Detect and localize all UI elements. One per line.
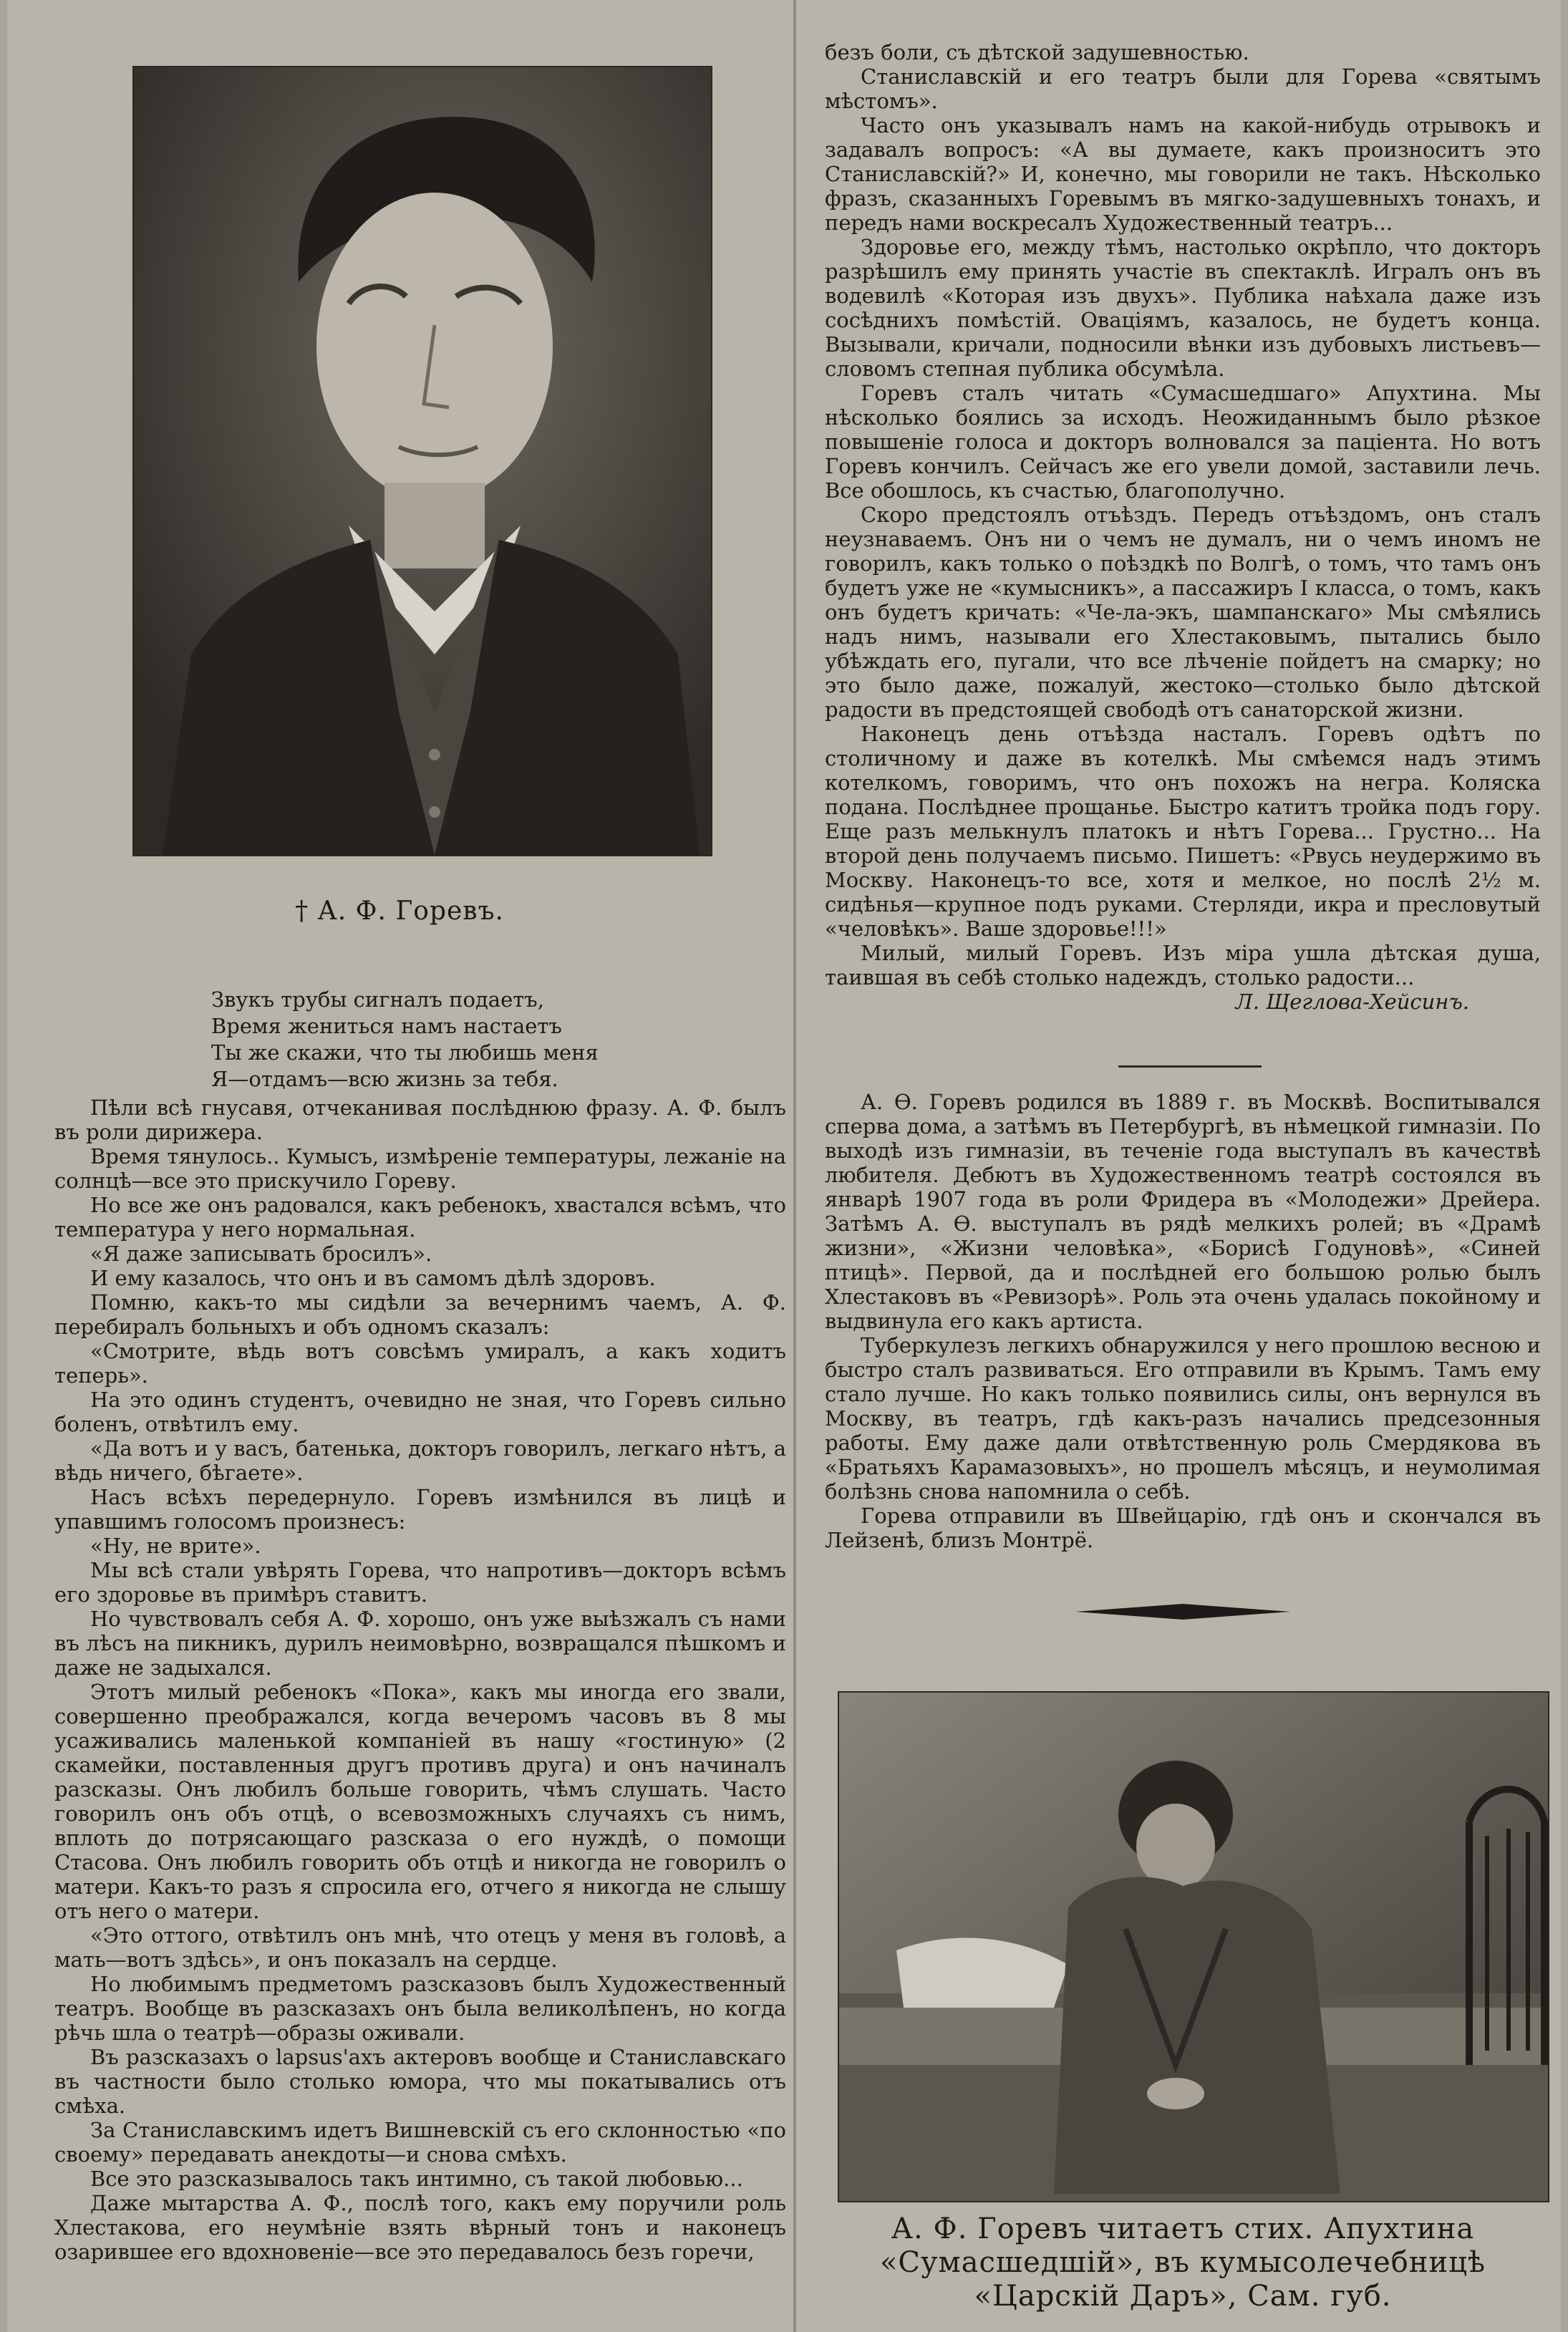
paragraph: Въ разсказахъ о lapsus'ахъ актеровъ вообще и Станиславскаго въ частности было столько юмора, что мы покатывались отъ смѣха. (54, 2045, 786, 2118)
paragraph: Скоро предстоялъ отъѣздъ. Передъ отъѣздомъ, онъ сталъ неузнаваемъ. Онъ ни о чемъ не думалъ, ни о чемъ иномъ не говорилъ, какъ только о поѣздкѣ по Волгѣ, о томъ, что тамъ онъ будетъ уже не «кумысникъ», а пассажиръ I класса, о томъ, какъ онъ будетъ кричать: «Че-ла-экъ, шампанскаго» Мы смѣялись надъ нимъ, называли его Хлестаковымъ, пытались было убѣждать его, пугали, что все лѣченіе пойдетъ на смарку; но это было даже, пожалуй, жестоко—столько было дѣтской радости въ предстоящей свободѣ отъ санаторской жизни. (825, 503, 1541, 722)
separator-rule (1118, 1065, 1262, 1068)
paragraph: И ему казалось, что онъ и въ самомъ дѣлѣ здоровъ. (90, 1266, 656, 1290)
paragraph: «Это оттого, отвѣтилъ онъ мнѣ, что отецъ у меня въ головѣ, а мать—вотъ здѣсь», и онъ показалъ на сердце. (54, 1923, 786, 1972)
paragraph: Все это разсказывалось такъ интимно, съ такой любовью... (90, 2167, 743, 2191)
paragraph: Милый, милый Горевъ. Изъ міра ушла дѣтская душа, таившая въ себѣ столько надеждъ, столько радости... (825, 941, 1541, 990)
left-article-text (54, 1095, 786, 2264)
paragraph: Но чувствовалъ себя А. Ф. хорошо, онъ уже выѣзжалъ съ нами въ лѣсъ на пикникъ, дурилъ неимовѣрно, возвращался пѣшкомъ и даже не задыхался. (54, 1607, 786, 1680)
paragraph: безъ боли, съ дѣтской задушевностью. (825, 40, 1249, 64)
paragraph: Даже мытарства А. Ф., послѣ того, какъ ему поручили роль Хлестакова, его неумѣніе взять вѣрный тонъ и наконецъ озарившее его вдохновеніе—все это передавалось безъ горечи, (54, 2191, 786, 2264)
paragraph: За Станиславскимъ идетъ Вишневскій съ его склонностью «по своему» передавать анекдоты—и снова смѣхъ. (54, 2118, 786, 2167)
paragraph: Здоровье его, между тѣмъ, настолько окрѣпло, что докторъ разрѣшилъ ему принять участіе въ спектаклѣ. Игралъ онъ въ водевилѣ «Которая изъ двухъ». Публика наѣхала даже изъ сосѣднихъ помѣстій. Оваціямъ, казалось, не будетъ конца. Вызывали, кричали, подносили вѣнки изъ дубовыхъ листьевъ—словомъ степная публика обсумѣла. (825, 235, 1541, 381)
author-signature: Л. Щеглова-Хейсинъ. (1235, 990, 1469, 1014)
paragraph: На это одинъ студентъ, очевидно не зная, что Горевъ сильно боленъ, отвѣтилъ ему. (54, 1388, 786, 1436)
paragraph: Время тянулось.. Кумысъ, измѣреніе температуры, лежаніе на солнцѣ—все это прискучило Гореву. (54, 1144, 786, 1193)
paragraph: Наконецъ день отъѣзда насталъ. Горевъ одѣтъ по столичному и даже въ котелкѣ. Мы смѣемся надъ этимъ котелкомъ, говоримъ, что онъ похожъ на негра. Коляска подана. Послѣднее прощанье. Быстро катитъ тройка подъ гору. Еще разъ мелькнулъ платокъ и нѣтъ Горева... Грустно... На второй день получаемъ письмо. Пишетъ: «Рвусь неудержимо въ Москву. Наконецъ-то все, хотя и мелкое, но послѣ 2½ м. сидѣнья—крупное подъ руками. Стерляди, икра и пресловутый «человѣкъ». Ваше здоровье!!!» (825, 722, 1541, 941)
poem (211, 987, 599, 1093)
column-divider (793, 0, 796, 2332)
portrait-photo (132, 66, 712, 856)
ornament-divider (1075, 1601, 1290, 1622)
biography-text (825, 1090, 1541, 1552)
paragraph: Но все же онъ радовался, какъ ребенокъ, хвастался всѣмъ, что температура у него нормальная. (54, 1193, 786, 1242)
paragraph: Туберкулезъ легкихъ обнаружился у него прошлою весною и быстро сталъ развиваться. Его отправили въ Крымъ. Тамъ ему стало лучше. Но какъ только появились силы, онъ вернулся въ Москву, въ театръ, гдѣ какъ-разъ начались предсезонныя работы. Ему даже дали отвѣтственную роль Смердякова въ «Братьяхъ Карамазовыхъ», но прошелъ мѣсяцъ, и неумолимая болѣзнь снова напомнила о себѣ. (825, 1333, 1541, 1504)
poem-line: Время жениться намъ настаетъ (211, 1014, 562, 1038)
paragraph: Пѣли всѣ гнусавя, отчеканивая послѣднюю фразу. А. Ф. былъ въ роли дирижера. (54, 1095, 786, 1144)
paragraph: «Смотрите, вѣдь вотъ совсѣмъ умиралъ, а какъ ходитъ теперь». (54, 1339, 786, 1388)
paragraph: Помню, какъ-то мы сидѣли за вечернимъ чаемъ, А. Ф. перебиралъ больныхъ и объ одномъ сказалъ: (54, 1290, 786, 1339)
paragraph: Мы всѣ стали увѣрять Горева, что напротивъ—докторъ всѣмъ его здоровье въ примѣръ ставитъ. (54, 1558, 786, 1607)
paragraph: А. Ө. Горевъ родился въ 1889 г. въ Москвѣ. Воспитывался сперва дома, а затѣмъ въ Петербургѣ, въ нѣмецкой гимназіи. По выходѣ изъ гимназіи, въ теченіе года выступалъ въ качествѣ любителя. Дебютъ въ Художественномъ театрѣ состоялся въ январѣ 1907 года въ роли Фридера въ «Молодежи» Дрейера. Затѣмъ А. Ө. выступалъ въ рядѣ мелкихъ ролей; въ «Драмѣ жизни», «Жизни человѣка», «Борисѣ Годуновѣ», «Синей птицѣ». Первой, да и послѣдней его большою ролью былъ Хлестаковъ въ «Ревизорѣ». Роль эта очень удалась покойному и выдвинула его какъ артиста. (825, 1090, 1541, 1333)
paragraph: Станиславскій и его театръ были для Горева «святымъ мѣстомъ». (825, 64, 1541, 113)
paragraph: Часто онъ указывалъ намъ на какой-нибудь отрывокъ и задавалъ вопросъ: «А вы думаете, какъ произноситъ это Станиславскій?» И, конечно, мы говорили не такъ. Нѣсколько фразъ, сказанныхъ Горевымъ въ мягко-задушевныхъ тонахъ, и передъ нами воскресалъ Художественный театръ... (825, 113, 1541, 235)
paragraph: Горева отправили въ Швейцарію, гдѣ онъ и скончался въ Лейзенѣ, близъ Монтрё. (825, 1504, 1541, 1552)
reading-photo-caption: А. Ф. Горевъ читаетъ стих. Апухтина «Сумасшедшій», въ кумысолечебницѣ «Царскій Даръ», Сам. губ. (879, 2212, 1486, 2313)
portrait-image (134, 67, 711, 855)
paragraph: «Я даже записывать бросилъ». (90, 1242, 432, 1266)
paragraph: Горевъ сталъ читать «Сумасшедшаго» Апухтина. Мы нѣсколько боялись за исходъ. Неожиданнымъ было рѣзкое повышеніе голоса и докторъ волновался за паціента. Но вотъ Горевъ кончилъ. Сейчасъ же его увели домой, заставили лечь. Все обошлось, къ счастью, благополучно. (825, 381, 1541, 503)
portrait-caption: † А. Ф. Горевъ. (295, 896, 504, 926)
poem-line: Ты же скажи, что ты любишь меня (211, 1040, 599, 1065)
paragraph: Этотъ милый ребенокъ «Пока», какъ мы иногда его звали, совершенно преображался, когда вечеромъ часовъ въ 8 мы усаживались маленькой компаніей въ нашу «гостиную» (2 скамейки, поставленныя другъ противъ друга) и онъ начиналъ разсказы. Онъ любилъ больше говорить, чѣмъ слушать. Часто говорилъ онъ объ отцѣ, о всевозможныхъ случаяхъ съ нимъ, вплоть до потрясающаго разсказа о его нуждѣ, о помощи Стасова. Онъ любилъ говорить объ отцѣ и никогда не говорилъ о матери. Какъ-то разъ я спросила его, отчего я никогда не слышу отъ него о матери. (54, 1680, 786, 1923)
right-article-text (825, 40, 1541, 1014)
reading-image (839, 1693, 1548, 2201)
poem-line: Я—отдамъ—всю жизнь за тебя. (211, 1067, 558, 1091)
paragraph: «Да вотъ и у васъ, батенька, докторъ говорилъ, легкаго нѣтъ, а вѣдь ничего, бѣгаете». (54, 1436, 786, 1485)
paragraph: Насъ всѣхъ передернуло. Горевъ измѣнился въ лицѣ и упавшимъ голосомъ произнесъ: (54, 1485, 786, 1534)
poem-line: Звукъ трубы сигналъ подаетъ, (211, 987, 544, 1012)
paragraph: «Ну, не врите». (90, 1534, 261, 1558)
paragraph: Но любимымъ предметомъ разсказовъ былъ Художественный театръ. Вообще въ разсказахъ онъ была великолѣпенъ, но когда рѣчь шла о театрѣ—образы оживали. (54, 1972, 786, 2045)
newspaper-sheet (7, 0, 1561, 2332)
reading-photo (838, 1691, 1549, 2202)
